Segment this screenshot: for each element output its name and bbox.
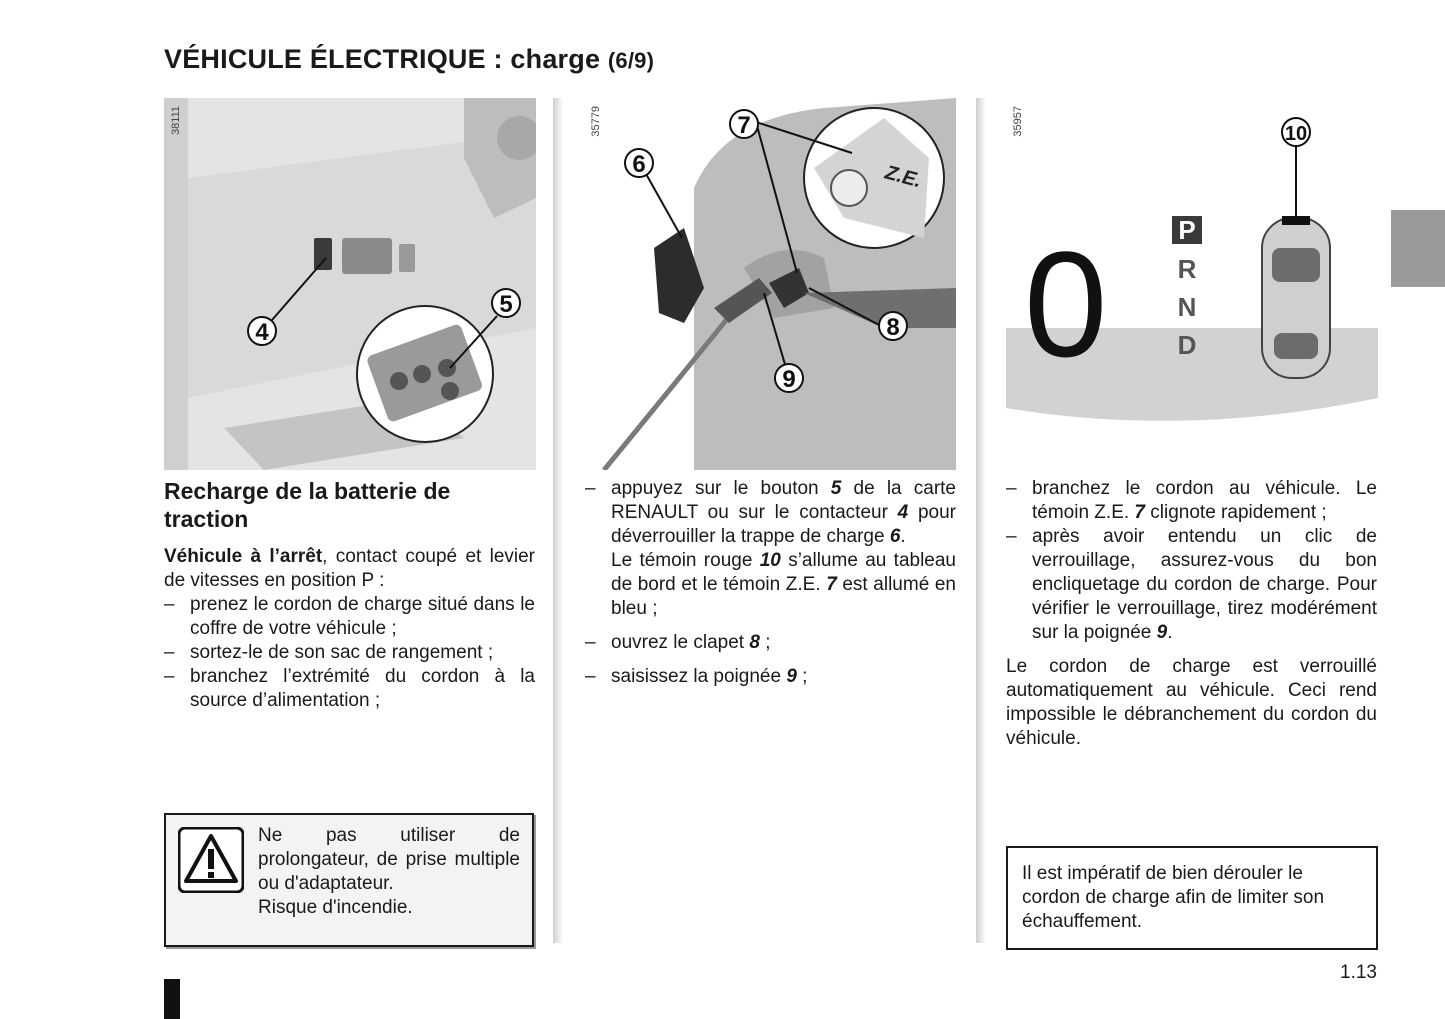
figure-number: 35779	[590, 106, 602, 137]
list-item: – branchez le cordon au véhicule. Le témoin Z.E. 7 clignote rapidement ;	[1006, 477, 1377, 525]
list-item: – après avoir entendu un clic de verrouillage, assurez-vous du bon encliquetage du cordon de charge. Pour vérifier le verrouillage, tirez modérément sur la poignée 9.	[1006, 525, 1377, 645]
callout-10-label: 10	[1284, 123, 1308, 145]
column-divider-2	[976, 98, 986, 943]
warning-box	[164, 813, 534, 947]
figure-number: 35957	[1012, 106, 1024, 137]
title-main: VÉHICULE ÉLECTRIQUE : charge	[164, 44, 601, 74]
figure-dashboard-display	[1006, 98, 1378, 470]
column-2	[585, 477, 956, 699]
section-heading: Recharge de la batterie de traction	[164, 478, 451, 532]
step-list	[1006, 477, 1377, 645]
chapter-tab	[1391, 210, 1445, 287]
dashboard-switch-illustration	[164, 98, 536, 470]
callout-8-label: 8	[886, 314, 900, 341]
dashboard-display-illustration	[1006, 98, 1378, 470]
column-divider-1	[553, 98, 563, 943]
callout-6-label: 6	[632, 151, 646, 178]
list-item: – branchez l’extrémité du cordon à la source d’alimentation ;	[164, 665, 535, 713]
column-1	[164, 477, 535, 713]
title-page-count: (6/9)	[607, 48, 655, 73]
gear-d: D	[1177, 330, 1197, 360]
callout-7-label: 7	[737, 112, 751, 139]
page-number: 1.13	[1340, 962, 1377, 983]
warning-risk: Risque d'incendie.	[258, 897, 413, 918]
car-top-view	[1262, 216, 1330, 378]
warning-text	[258, 824, 520, 920]
speed-digit: 0	[1024, 220, 1108, 388]
warning-main: Ne pas utiliser de prolongateur, de prise multiple ou d'adaptateur.	[258, 825, 520, 894]
step-list	[585, 477, 956, 689]
intro-bold: Véhicule à l’arrêt	[164, 546, 323, 567]
figure-dashboard-switch	[164, 98, 536, 470]
list-item: – saisissez la poignée 9 ;	[585, 665, 956, 689]
charging-flap-illustration	[584, 98, 956, 470]
step-list	[164, 593, 535, 713]
corner-mark	[164, 979, 180, 1019]
callout-9-label: 9	[782, 366, 796, 393]
figure-number: 38111	[170, 106, 182, 135]
lock-paragraph: Le cordon de charge est verrouillé automatiquement au véhicule. Ceci rend impossible le débranchement du cordon du véhicule.	[1006, 656, 1377, 749]
gear-n: N	[1177, 292, 1197, 322]
gear-r: R	[1177, 254, 1197, 284]
ze-label: Z.E.	[882, 161, 924, 193]
list-item: – appuyez sur le bouton 5 de la carte RENAULT ou sur le contacteur 4 pour déverrouiller la trappe de charge 6. Le témoin rouge 10 s’allume au tableau de bord et le témoin Z.E. 7 est allumé en bleu ;	[585, 477, 956, 621]
column-3	[1006, 477, 1377, 751]
list-item: – sortez-le de son sac de rangement ;	[164, 641, 535, 665]
info-note-box	[1006, 846, 1378, 950]
callout-5-label: 5	[499, 291, 513, 318]
callout-4-label: 4	[255, 319, 269, 346]
intro-rest: , contact coupé et levier de vitesses en position P :	[164, 546, 536, 591]
list-item: – prenez le cordon de charge situé dans le coffre de votre véhicule ;	[164, 593, 535, 641]
info-note-text: Il est impératif de bien dérouler le cordon de charge afin de limiter son échauffement.	[1022, 863, 1325, 932]
figure-charging-flap	[584, 98, 956, 470]
page-title	[164, 44, 654, 75]
gear-p: P	[1178, 215, 1196, 245]
intro-paragraph	[164, 545, 535, 593]
warning-icon	[178, 827, 244, 893]
list-item: – ouvrez le clapet 8 ;	[585, 631, 956, 655]
